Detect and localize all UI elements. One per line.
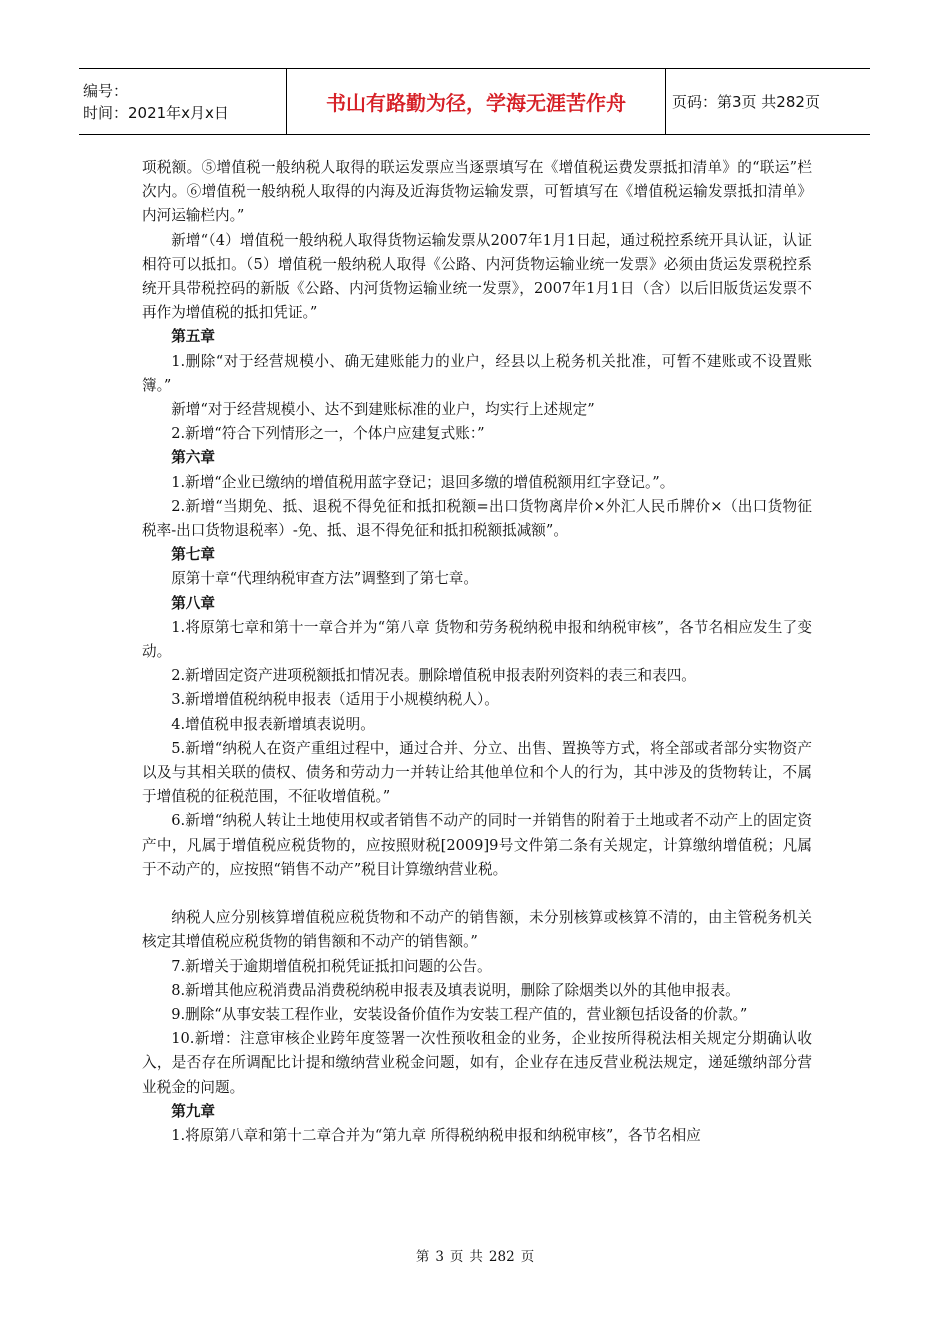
header-motto: 书山有路勤为径，学海无涯苦作舟: [287, 69, 666, 135]
number-label: 编号：: [83, 81, 129, 100]
body-paragraph: 1.将原第八章和第十二章合并为“第九章 所得税纳税申报和纳税审核”，各节名相应: [171, 1126, 701, 1144]
header-page-info: 页码：第3页 共282页: [666, 69, 871, 135]
page-footer: [0, 1245, 950, 1265]
body-paragraph: 8.新增其他应税消费品消费税纳税申报表及填表说明，删除了除烟类以外的其他申报表。: [171, 981, 740, 999]
body-paragraph: 10.新增：注意审核企业跨年度签署一次性预收租金的业务，企业按所得税法相关规定分期确认收入，是否存在所调配比计提和缴纳营业税金问题，如有，企业存在违反营业税法规定，递延缴纳部分营业税金的问题。: [142, 1030, 812, 1096]
header-meta-cell: [79, 69, 287, 135]
date-label: 时间：2021年x月x日: [83, 103, 229, 122]
body-paragraph: 7.新增关于逾期增值税扣税凭证抵扣问题的公告。: [171, 957, 492, 975]
chapter-heading: 第五章: [171, 328, 215, 346]
body-paragraph: 9.删除“从事安装工程作业，安装设备价值作为安装工程产值的，营业额包括设备的价款。”: [171, 1005, 748, 1023]
body-paragraph: 2.新增“当期免、抵、退税不得免征和抵扣税额=出口货物离岸价×外汇人民币牌价×（出口货物征税率-出口货物退税率）-免、抵、退不得免征和抵扣税额抵减额”。: [142, 497, 812, 540]
body-paragraph: 原第十章“代理纳税审查方法”调整到了第七章。: [171, 570, 478, 588]
footer-page-number: 3: [435, 1249, 444, 1265]
blank-line: [142, 882, 812, 906]
body-paragraph: 5.新增“纳税人在资产重组过程中，通过合并、分立、出售、置换等方式，将全部或者部分实物资产以及与其相关联的债权、债务和劳动力一并转让给其他单位和个人的行为，其中涉及的货物转让，不属于增值税的征税范围，不征收增值税。”: [142, 739, 812, 806]
footer-total-pages: 282: [488, 1249, 515, 1265]
body-paragraph: 1.将原第七章和第十一章合并为“第八章 货物和劳务税纳税申报和纳税审核”，各节名相应发生了变动。: [142, 618, 812, 661]
footer-ye-end: 页: [520, 1249, 535, 1265]
page-header: [79, 68, 870, 135]
body-paragraph: 新增“对于经营规模小、达不到建账标准的业户，均实行上述规定”: [171, 401, 595, 419]
body-paragraph: 4.增值税申报表新增填表说明。: [171, 715, 375, 733]
body-paragraph: 1.删除“对于经营规模小、确无建账能力的业户，经县以上税务机关批准，可暂不建账或不设置账簿。”: [142, 352, 812, 394]
body-paragraph: 纳税人应分别核算增值税应税货物和不动产的销售额，未分别核算或核算不清的，由主管税务机关核定其增值税应税货物的销售额和不动产的销售额。”: [142, 909, 812, 951]
body-paragraph: 新增“（4）增值税一般纳税人取得货物运输发票从2007年1月1日起，通过税控系统开具认证，认证相符可以抵扣。（5）增值税一般纳税人取得《公路、内河货物运输业统一发票》必须由货运发票税控系统开具带税控码的新版《公路、内河货物运输业统一发票》，2007年1月1日（含）以后旧版货运发票不再作为增值税的抵扣凭证。”: [142, 231, 812, 322]
body-paragraph: 2.新增固定资产进项税额抵扣情况表。删除增值税申报表附列资料的表三和表四。: [171, 667, 696, 685]
footer-di: 第: [415, 1249, 430, 1265]
chapter-heading: 第九章: [171, 1102, 215, 1120]
document-body: [142, 156, 812, 1148]
body-paragraph: 6.新增“纳税人转让土地使用权或者销售不动产的同时一并销售的附着于土地或者不动产上的固定资产中，凡属于增值税应税货物的，应按照财税[2009]9号文件第二条有关规定，计算缴纳增值税；凡属于不动产的，应按照“销售不动产”税目计算缴纳营业税。: [142, 812, 812, 878]
body-paragraph: 2.新增“符合下列情形之一，个体户应建复式账：”: [171, 425, 485, 443]
chapter-heading: 第六章: [171, 449, 215, 467]
body-paragraph: 3.新增增值税纳税申报表（适用于小规模纳税人）。: [171, 691, 499, 709]
body-paragraph: 1.新增“企业已缴纳的增值税用蓝字登记；退回多缴的增值税额用红字登记。”。: [171, 473, 675, 491]
body-paragraph: 项税额。⑤增值税一般纳税人取得的联运发票应当逐票填写在《增值税运费发票抵扣清单》的“联运”栏次内。⑥增值税一般纳税人取得的内海及近海货物运输发票，可暂填写在《增值税运输发票抵扣清单》内河运输栏内。”: [142, 159, 812, 225]
footer-ye: 页: [449, 1249, 464, 1265]
footer-gong: 共: [469, 1249, 483, 1265]
chapter-heading: 第八章: [171, 594, 215, 612]
chapter-heading: 第七章: [171, 546, 215, 564]
